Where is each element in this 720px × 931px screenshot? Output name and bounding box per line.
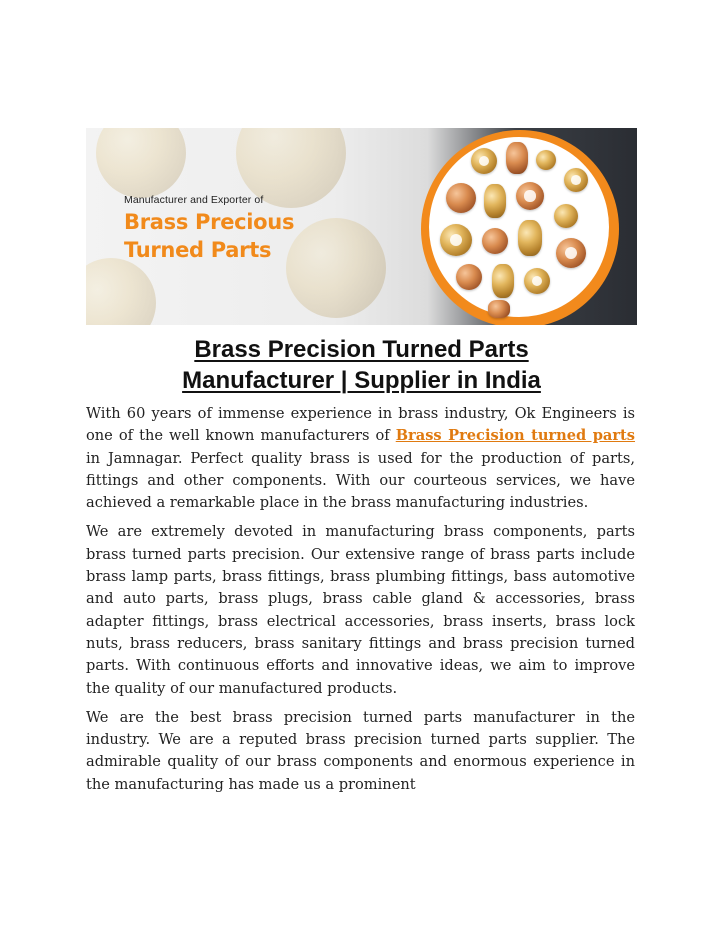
article-title-line1: Brass Precision Turned Parts — [194, 336, 529, 363]
brass-part-image — [492, 264, 514, 298]
paragraph-1 — [86, 403, 635, 514]
brass-part-image — [484, 184, 506, 218]
brass-part-image — [506, 142, 528, 174]
brass-part-image — [456, 264, 482, 290]
banner-headline-line1: Brass Precious — [124, 210, 295, 234]
brass-part-image — [564, 168, 588, 192]
paragraph-1-text-after-link: in Jamnagar. Perfect quality brass is used for the production of parts, fittings and other components. With our courteous services, we have achieved a remarkable place in the brass manufacturing industries. — [86, 449, 635, 512]
brass-part-image — [554, 204, 578, 228]
article-title — [86, 334, 637, 396]
brass-part-image — [516, 182, 544, 210]
brass-part-image — [446, 183, 476, 213]
background-part-image — [96, 128, 186, 198]
banner-headline — [124, 208, 294, 264]
article-body — [86, 403, 635, 803]
hero-banner — [86, 128, 637, 325]
brass-part-image — [524, 268, 550, 294]
background-part-image — [286, 218, 386, 318]
brass-part-image — [518, 220, 542, 256]
brass-part-image — [536, 150, 556, 170]
brass-precision-turned-parts-link[interactable]: Brass Precision turned parts — [395, 427, 636, 445]
paragraph-3: We are the best brass precision turned parts manufacturer in the industry. We are a reputed brass precision turned parts supplier. The admirable quality of our brass components and enormous experience in the manufacturing has made us a prominent — [86, 708, 635, 793]
paragraph-1-text-before-link: With 60 years of immense experience in brass industry, Ok Engineers is one of the well known manufacturers of — [86, 405, 635, 445]
brass-part-image — [440, 224, 472, 256]
brass-part-image — [556, 238, 586, 268]
brass-part-image — [482, 228, 508, 254]
brass-part-image — [488, 300, 510, 318]
banner-headline-line2: Turned Parts — [124, 238, 272, 262]
background-part-image — [86, 258, 156, 325]
paragraph-2: We are extremely devoted in manufacturing brass components, parts brass turned parts precision. Our extensive range of brass parts include brass lamp parts, brass fittings, brass plumbing fittings, bass automotive and auto parts, brass plugs, brass cable gland & accessories, brass adapter fittings, brass electrical accessories, brass inserts, brass lock nuts, brass reducers, brass sanitary fittings and brass precision turned parts. With continuous efforts and innovative ideas, we aim to improve the quality of our manufactured products. — [86, 523, 635, 697]
banner-kicker: Manufacturer and Exporter of — [124, 194, 264, 206]
brass-part-image — [471, 148, 497, 174]
article-title-line2: Manufacturer | Supplier in India — [182, 367, 541, 394]
